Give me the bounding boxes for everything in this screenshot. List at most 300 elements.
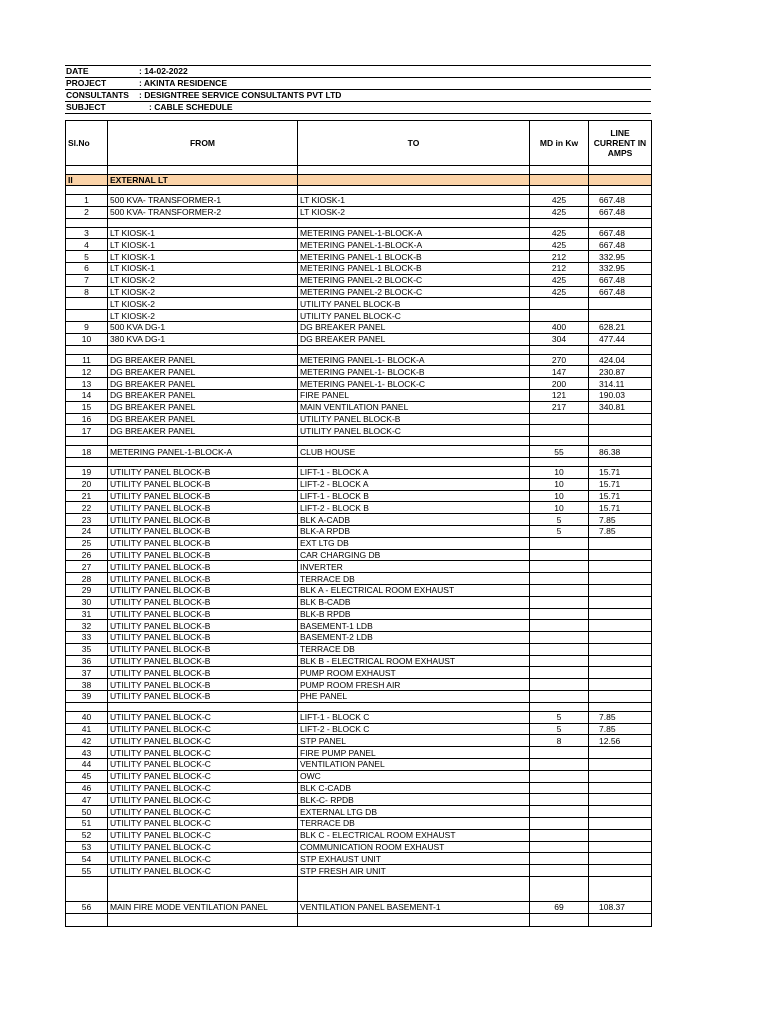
row-md-kw: 425 <box>530 239 589 251</box>
row-from: UTILITY PANEL BLOCK-B <box>108 514 298 526</box>
row-md-kw <box>530 794 589 806</box>
table-row <box>66 667 652 679</box>
row-line-current <box>589 298 652 310</box>
row-to: BLK-A RPDB <box>298 525 530 537</box>
row-line-current <box>589 865 652 877</box>
row-line-current: 190.03 <box>589 389 652 401</box>
row-from: 500 KVA- TRANSFORMER-2 <box>108 206 298 218</box>
row-slno: 56 <box>66 902 108 914</box>
table-row <box>66 525 652 537</box>
row-slno: 2 <box>66 206 108 218</box>
row-from: UTILITY PANEL BLOCK-B <box>108 620 298 632</box>
spacer-row <box>66 186 652 195</box>
row-slno: 10 <box>66 333 108 345</box>
row-from: UTILITY PANEL BLOCK-B <box>108 679 298 691</box>
section-number: II <box>66 175 108 186</box>
row-slno: 17 <box>66 425 108 437</box>
row-to: LT KIOSK-2 <box>298 206 530 218</box>
table-row <box>66 711 652 723</box>
row-slno: 16 <box>66 413 108 425</box>
row-md-kw: 121 <box>530 389 589 401</box>
row-from: UTILITY PANEL BLOCK-B <box>108 466 298 478</box>
row-from: UTILITY PANEL BLOCK-B <box>108 549 298 561</box>
table-row <box>66 389 652 401</box>
row-md-kw: 5 <box>530 711 589 723</box>
consultants-row <box>65 89 651 101</box>
table-row <box>66 865 652 877</box>
row-from: UTILITY PANEL BLOCK-C <box>108 806 298 818</box>
project-value: : AKINTA RESIDENCE <box>139 78 227 88</box>
table-row <box>66 333 652 345</box>
row-md-kw: 5 <box>530 514 589 526</box>
row-slno: 29 <box>66 584 108 596</box>
row-to: LIFT-1 - BLOCK A <box>298 466 530 478</box>
row-line-current <box>589 841 652 853</box>
row-line-current: 7.85 <box>589 723 652 735</box>
table-row <box>66 584 652 596</box>
row-md-kw <box>530 584 589 596</box>
row-to: METERING PANEL-2 BLOCK-C <box>298 274 530 286</box>
row-from: DG BREAKER PANEL <box>108 354 298 366</box>
table-row <box>66 735 652 747</box>
row-md-kw <box>530 596 589 608</box>
col-header-md: MD in Kw <box>530 121 589 166</box>
row-from: UTILITY PANEL BLOCK-C <box>108 818 298 830</box>
date-row <box>65 65 651 77</box>
row-to: METERING PANEL-1- BLOCK-A <box>298 354 530 366</box>
row-md-kw <box>530 829 589 841</box>
row-line-current: 340.81 <box>589 401 652 413</box>
row-line-current <box>589 310 652 322</box>
row-to: METERING PANEL-1- BLOCK-B <box>298 366 530 378</box>
row-md-kw <box>530 620 589 632</box>
table-row <box>66 490 652 502</box>
row-from: LT KIOSK-1 <box>108 239 298 251</box>
row-to: CAR CHARGING DB <box>298 549 530 561</box>
row-from: UTILITY PANEL BLOCK-B <box>108 667 298 679</box>
row-from: 500 KVA- TRANSFORMER-1 <box>108 195 298 207</box>
row-slno: 8 <box>66 286 108 298</box>
row-from: LT KIOSK-2 <box>108 274 298 286</box>
row-to: BLK A - ELECTRICAL ROOM EXHAUST <box>298 584 530 596</box>
table-row <box>66 573 652 585</box>
row-slno: 6 <box>66 262 108 274</box>
row-to: INVERTER <box>298 561 530 573</box>
table-row <box>66 502 652 514</box>
row-line-current <box>589 818 652 830</box>
row-to: BLK-C- RPDB <box>298 794 530 806</box>
row-md-kw <box>530 608 589 620</box>
row-from: 500 KVA DG-1 <box>108 321 298 333</box>
row-from: UTILITY PANEL BLOCK-C <box>108 782 298 794</box>
row-md-kw <box>530 310 589 322</box>
row-from: DG BREAKER PANEL <box>108 413 298 425</box>
row-to: UTILITY PANEL BLOCK-B <box>298 413 530 425</box>
row-from: DG BREAKER PANEL <box>108 389 298 401</box>
row-slno: 13 <box>66 378 108 390</box>
row-line-current <box>589 561 652 573</box>
row-md-kw: 425 <box>530 286 589 298</box>
col-header-to: TO <box>298 121 530 166</box>
row-md-kw <box>530 865 589 877</box>
table-row <box>66 466 652 478</box>
row-slno: 50 <box>66 806 108 818</box>
row-line-current <box>589 667 652 679</box>
table-row <box>66 841 652 853</box>
row-to: CLUB HOUSE <box>298 446 530 458</box>
table-row <box>66 446 652 458</box>
row-md-kw: 10 <box>530 490 589 502</box>
table-row <box>66 759 652 771</box>
row-md-kw <box>530 537 589 549</box>
table-row <box>66 643 652 655</box>
row-slno: 37 <box>66 667 108 679</box>
row-to: UTILITY PANEL BLOCK-C <box>298 425 530 437</box>
row-slno: 1 <box>66 195 108 207</box>
table-row <box>66 806 652 818</box>
row-to: LIFT-2 - BLOCK B <box>298 502 530 514</box>
row-line-current <box>589 537 652 549</box>
table-row <box>66 262 652 274</box>
row-line-current: 667.48 <box>589 286 652 298</box>
row-line-current <box>589 679 652 691</box>
row-md-kw <box>530 679 589 691</box>
row-md-kw <box>530 770 589 782</box>
row-md-kw <box>530 782 589 794</box>
row-to: TERRACE DB <box>298 643 530 655</box>
table-row <box>66 478 652 490</box>
row-from: LT KIOSK-1 <box>108 262 298 274</box>
row-slno: 55 <box>66 865 108 877</box>
row-from: UTILITY PANEL BLOCK-C <box>108 853 298 865</box>
row-md-kw: 425 <box>530 274 589 286</box>
date-value: : 14-02-2022 <box>139 66 188 76</box>
row-line-current <box>589 632 652 644</box>
row-from: LT KIOSK-1 <box>108 227 298 239</box>
table-row <box>66 782 652 794</box>
row-from: UTILITY PANEL BLOCK-C <box>108 735 298 747</box>
row-line-current <box>589 413 652 425</box>
section-row <box>66 175 652 186</box>
row-to: METERING PANEL-2 BLOCK-C <box>298 286 530 298</box>
row-to: BLK A-CADB <box>298 514 530 526</box>
table-row <box>66 251 652 263</box>
row-line-current: 314.11 <box>589 378 652 390</box>
row-line-current <box>589 794 652 806</box>
row-md-kw: 5 <box>530 723 589 735</box>
table-row <box>66 310 652 322</box>
spacer-row <box>66 345 652 354</box>
row-md-kw: 425 <box>530 195 589 207</box>
row-md-kw <box>530 573 589 585</box>
spacer-row <box>66 913 652 926</box>
row-slno: 46 <box>66 782 108 794</box>
table-row <box>66 818 652 830</box>
row-slno: 47 <box>66 794 108 806</box>
row-slno: 20 <box>66 478 108 490</box>
col-header-current: LINE CURRENT IN AMPS <box>589 121 652 166</box>
row-line-current <box>589 643 652 655</box>
row-line-current: 15.71 <box>589 466 652 478</box>
row-from: METERING PANEL-1-BLOCK-A <box>108 446 298 458</box>
row-from: UTILITY PANEL BLOCK-B <box>108 490 298 502</box>
row-md-kw <box>530 655 589 667</box>
row-to: DG BREAKER PANEL <box>298 321 530 333</box>
row-line-current <box>589 759 652 771</box>
row-slno: 26 <box>66 549 108 561</box>
row-md-kw: 212 <box>530 251 589 263</box>
row-line-current <box>589 806 652 818</box>
subject-label: SUBJECT <box>66 102 106 112</box>
row-from: DG BREAKER PANEL <box>108 378 298 390</box>
col-header-from: FROM <box>108 121 298 166</box>
row-md-kw <box>530 691 589 703</box>
row-slno: 25 <box>66 537 108 549</box>
row-slno: 41 <box>66 723 108 735</box>
row-to: FIRE PUMP PANEL <box>298 747 530 759</box>
row-to: BLK-B RPDB <box>298 608 530 620</box>
table-header-row <box>66 121 652 166</box>
row-to: BLK C-CADB <box>298 782 530 794</box>
row-line-current <box>589 770 652 782</box>
row-slno: 30 <box>66 596 108 608</box>
row-slno: 27 <box>66 561 108 573</box>
consultants-label: CONSULTANTS <box>66 90 129 100</box>
row-line-current <box>589 655 652 667</box>
row-md-kw: 69 <box>530 902 589 914</box>
table-row <box>66 195 652 207</box>
row-from: UTILITY PANEL BLOCK-B <box>108 643 298 655</box>
row-slno: 22 <box>66 502 108 514</box>
row-from: UTILITY PANEL BLOCK-B <box>108 561 298 573</box>
row-line-current: 667.48 <box>589 239 652 251</box>
row-md-kw <box>530 853 589 865</box>
table-row <box>66 620 652 632</box>
row-to: LIFT-2 - BLOCK C <box>298 723 530 735</box>
row-md-kw: 5 <box>530 525 589 537</box>
row-line-current <box>589 608 652 620</box>
row-from: UTILITY PANEL BLOCK-C <box>108 794 298 806</box>
spacer-row <box>66 885 652 893</box>
table-row <box>66 425 652 437</box>
row-line-current: 667.48 <box>589 206 652 218</box>
spacer-row <box>66 893 652 902</box>
row-to: BLK C - ELECTRICAL ROOM EXHAUST <box>298 829 530 841</box>
table-row <box>66 354 652 366</box>
row-slno: 19 <box>66 466 108 478</box>
row-line-current: 7.85 <box>589 711 652 723</box>
row-line-current: 12.56 <box>589 735 652 747</box>
row-from: UTILITY PANEL BLOCK-B <box>108 573 298 585</box>
table-row <box>66 679 652 691</box>
row-to: METERING PANEL-1-BLOCK-A <box>298 239 530 251</box>
row-from: UTILITY PANEL BLOCK-B <box>108 478 298 490</box>
consultants-value: : DESIGNTREE SERVICE CONSULTANTS PVT LTD <box>139 90 342 100</box>
row-line-current <box>589 782 652 794</box>
row-slno: 12 <box>66 366 108 378</box>
row-to: TERRACE DB <box>298 818 530 830</box>
row-to: LT KIOSK-1 <box>298 195 530 207</box>
date-label: DATE <box>66 66 89 76</box>
row-to: UTILITY PANEL BLOCK-B <box>298 298 530 310</box>
subject-value: : CABLE SCHEDULE <box>149 102 233 112</box>
col-header-slno: Sl.No <box>66 121 108 166</box>
table-row <box>66 401 652 413</box>
row-slno: 36 <box>66 655 108 667</box>
row-md-kw <box>530 643 589 655</box>
table-row <box>66 655 652 667</box>
row-to: BASEMENT-2 LDB <box>298 632 530 644</box>
row-line-current <box>589 691 652 703</box>
row-from: UTILITY PANEL BLOCK-B <box>108 655 298 667</box>
row-line-current: 628.21 <box>589 321 652 333</box>
table-row <box>66 632 652 644</box>
row-slno: 40 <box>66 711 108 723</box>
row-to: METERING PANEL-1- BLOCK-C <box>298 378 530 390</box>
row-to: METERING PANEL-1-BLOCK-A <box>298 227 530 239</box>
row-slno: 15 <box>66 401 108 413</box>
row-to: PUMP ROOM EXHAUST <box>298 667 530 679</box>
row-line-current <box>589 573 652 585</box>
table-row <box>66 608 652 620</box>
row-to: FIRE PANEL <box>298 389 530 401</box>
row-line-current: 667.48 <box>589 274 652 286</box>
row-from: UTILITY PANEL BLOCK-B <box>108 525 298 537</box>
spacer-row <box>66 457 652 466</box>
row-line-current: 7.85 <box>589 514 652 526</box>
row-md-kw <box>530 667 589 679</box>
row-md-kw <box>530 298 589 310</box>
row-slno: 9 <box>66 321 108 333</box>
row-to: VENTILATION PANEL BASEMENT-1 <box>298 902 530 914</box>
row-line-current: 424.04 <box>589 354 652 366</box>
row-to: LIFT-1 - BLOCK C <box>298 711 530 723</box>
row-to: PHE PANEL <box>298 691 530 703</box>
row-line-current <box>589 425 652 437</box>
row-md-kw: 304 <box>530 333 589 345</box>
row-md-kw: 200 <box>530 378 589 390</box>
project-label: PROJECT <box>66 78 107 88</box>
table-row <box>66 770 652 782</box>
row-md-kw: 147 <box>530 366 589 378</box>
row-md-kw <box>530 413 589 425</box>
row-line-current: 108.37 <box>589 902 652 914</box>
row-line-current: 667.48 <box>589 227 652 239</box>
row-from: UTILITY PANEL BLOCK-B <box>108 502 298 514</box>
row-slno: 44 <box>66 759 108 771</box>
row-slno: 54 <box>66 853 108 865</box>
row-from: LT KIOSK-2 <box>108 286 298 298</box>
table-row <box>66 378 652 390</box>
row-from: UTILITY PANEL BLOCK-B <box>108 596 298 608</box>
row-to: STP EXHAUST UNIT <box>298 853 530 865</box>
row-to: STP FRESH AIR UNIT <box>298 865 530 877</box>
row-line-current: 667.48 <box>589 195 652 207</box>
table-row <box>66 853 652 865</box>
row-line-current <box>589 584 652 596</box>
row-to: STP PANEL <box>298 735 530 747</box>
row-slno: 3 <box>66 227 108 239</box>
table-row <box>66 561 652 573</box>
row-to: PUMP ROOM FRESH AIR <box>298 679 530 691</box>
row-slno: 38 <box>66 679 108 691</box>
row-from: UTILITY PANEL BLOCK-C <box>108 841 298 853</box>
row-to: METERING PANEL-1 BLOCK-B <box>298 251 530 263</box>
row-from: UTILITY PANEL BLOCK-B <box>108 608 298 620</box>
row-slno: 45 <box>66 770 108 782</box>
row-from: UTILITY PANEL BLOCK-C <box>108 723 298 735</box>
row-from: DG BREAKER PANEL <box>108 401 298 413</box>
row-to: LIFT-1 - BLOCK B <box>298 490 530 502</box>
row-md-kw: 55 <box>530 446 589 458</box>
section-title: EXTERNAL LT <box>108 175 298 186</box>
table-row <box>66 537 652 549</box>
row-md-kw <box>530 549 589 561</box>
row-slno: 52 <box>66 829 108 841</box>
spacer-row <box>66 877 652 886</box>
row-slno: 28 <box>66 573 108 585</box>
row-line-current: 7.85 <box>589 525 652 537</box>
row-from: UTILITY PANEL BLOCK-C <box>108 865 298 877</box>
cable-schedule-sheet <box>65 65 651 927</box>
row-md-kw: 10 <box>530 466 589 478</box>
row-slno: 23 <box>66 514 108 526</box>
row-md-kw <box>530 561 589 573</box>
row-md-kw <box>530 818 589 830</box>
row-from: UTILITY PANEL BLOCK-C <box>108 770 298 782</box>
row-slno: 7 <box>66 274 108 286</box>
row-to: EXT LTG DB <box>298 537 530 549</box>
row-slno: 42 <box>66 735 108 747</box>
row-slno: 24 <box>66 525 108 537</box>
table-row <box>66 691 652 703</box>
row-md-kw: 10 <box>530 478 589 490</box>
row-slno: 33 <box>66 632 108 644</box>
row-from: UTILITY PANEL BLOCK-B <box>108 691 298 703</box>
row-from: LT KIOSK-1 <box>108 251 298 263</box>
row-line-current <box>589 596 652 608</box>
row-slno: 31 <box>66 608 108 620</box>
row-line-current: 230.87 <box>589 366 652 378</box>
row-md-kw <box>530 759 589 771</box>
row-slno: 39 <box>66 691 108 703</box>
row-from: UTILITY PANEL BLOCK-C <box>108 759 298 771</box>
row-md-kw <box>530 632 589 644</box>
row-to: METERING PANEL-1 BLOCK-B <box>298 262 530 274</box>
row-from: 380 KVA DG-1 <box>108 333 298 345</box>
row-from: MAIN FIRE MODE VENTILATION PANEL <box>108 902 298 914</box>
spacer-row <box>66 166 652 175</box>
row-from: UTILITY PANEL BLOCK-C <box>108 829 298 841</box>
table-row <box>66 298 652 310</box>
row-slno: 35 <box>66 643 108 655</box>
table-row <box>66 413 652 425</box>
row-md-kw: 400 <box>530 321 589 333</box>
row-to: BLK B - ELECTRICAL ROOM EXHAUST <box>298 655 530 667</box>
row-md-kw: 270 <box>530 354 589 366</box>
row-md-kw <box>530 747 589 759</box>
table-row <box>66 794 652 806</box>
project-row <box>65 77 651 89</box>
row-md-kw: 425 <box>530 227 589 239</box>
table-row <box>66 321 652 333</box>
row-md-kw: 425 <box>530 206 589 218</box>
row-to: DG BREAKER PANEL <box>298 333 530 345</box>
row-slno <box>66 310 108 322</box>
table-row <box>66 206 652 218</box>
row-to: TERRACE DB <box>298 573 530 585</box>
row-slno: 51 <box>66 818 108 830</box>
